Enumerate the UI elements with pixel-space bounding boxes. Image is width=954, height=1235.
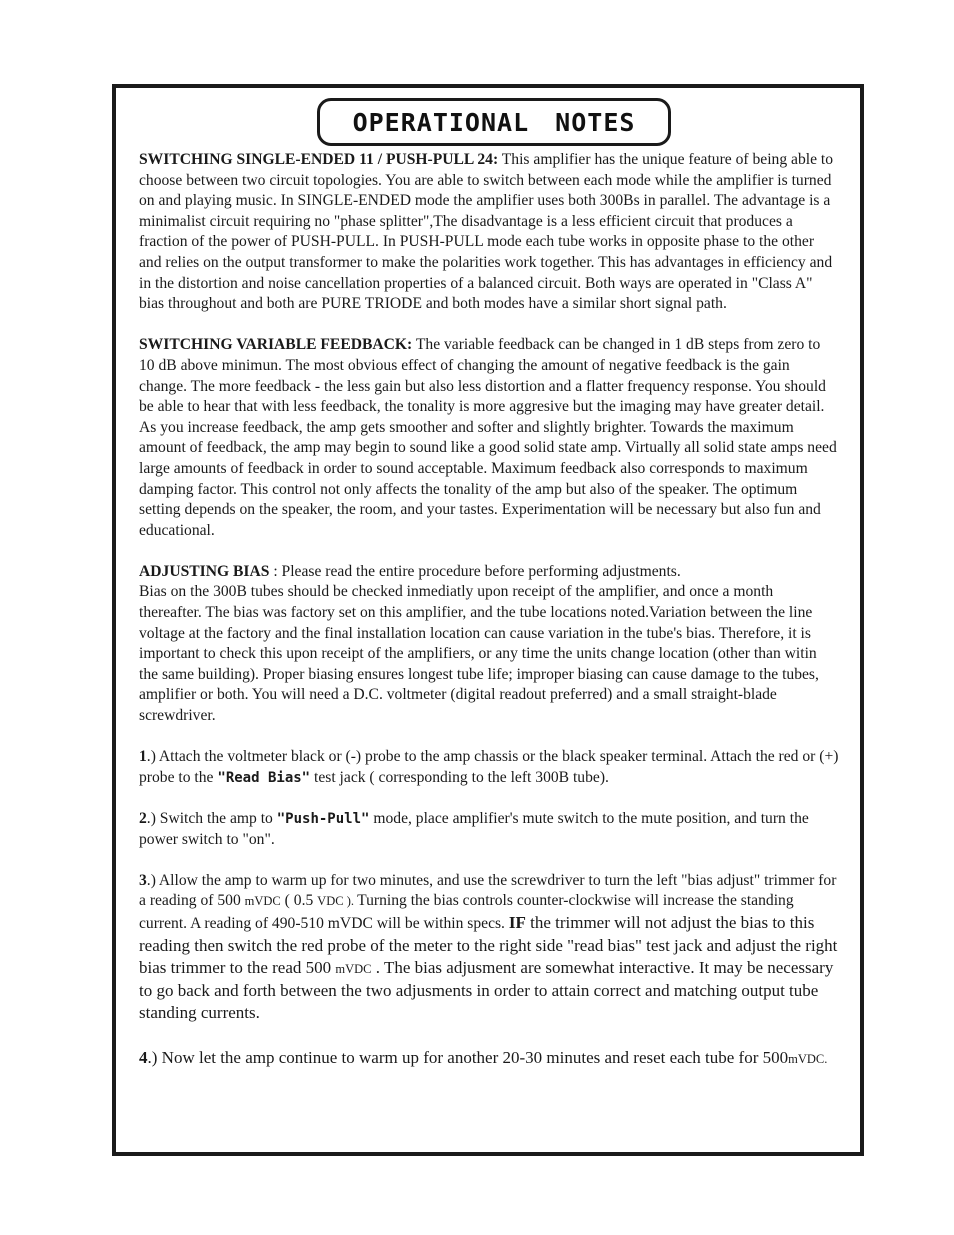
step-number: 2 xyxy=(139,810,147,827)
step-text: ). xyxy=(343,894,358,909)
section-body: The variable feedback can be changed in 1 dB steps from zero to 10 dB above minimun. The most obvious effect of changing the amount of negative feedback is the gain change. The more feedback - the less gain but also less distortion and a flatter frequency response. You should be able to hear that with less feedback, the tonality is more aggresive but the imaging may have greater detail. As you increase feedback, the amp gets smoother and softer and slightly brighter. Towards the maximum amount of feedback, the amp may begin to sound like a good solid state amp. Virtually all solid state amps need large amounts of feedback in order to sound acceptable. Maximum feedback also corresponds to maximum damping factor. This control not only affects the tonality of the amp but also of the speaker. The optimum setting depends on the speaker, the room, and your tastes. Experimentation will be necessary but also fun and educational. xyxy=(139,336,837,539)
step-text: test jack ( corresponding to the left 300B tube). xyxy=(310,768,609,786)
step-text: . The bias adjusment are somewhat interactive. It may be necessary to go back and forth between the two adjusments in order to attain correct and matching output tube standing currents. xyxy=(139,958,834,1023)
page-title: OPERATIONAL NOTES xyxy=(352,107,636,137)
section-intro: : Please read the entire procedure before performing adjustments. xyxy=(269,562,681,580)
step-number: 4 xyxy=(139,1047,148,1067)
notes-content xyxy=(139,150,839,1071)
section-variable-feedback xyxy=(139,335,839,541)
unit-text: mVDC xyxy=(335,962,372,977)
step-emphasis: "Push-Pull" xyxy=(276,811,370,827)
step-emphasis: IF xyxy=(508,912,526,932)
title-box xyxy=(317,98,671,146)
step-1 xyxy=(139,747,839,788)
page-frame xyxy=(112,84,864,1156)
section-label: SWITCHING VARIABLE FEEDBACK: xyxy=(139,336,413,354)
step-number: 3 xyxy=(139,871,147,889)
step-2 xyxy=(139,809,839,850)
section-adjusting-bias xyxy=(139,562,839,583)
step-text: Turning the bias controls counter-clockwise will increase the standing current. A reading of 490-510 mVDC will be within specs. xyxy=(139,892,794,932)
step-3 xyxy=(139,871,839,1025)
step-number: 1 xyxy=(139,748,147,766)
step-text: ( 0.5 xyxy=(280,892,318,910)
section-label: SWITCHING SINGLE-ENDED 11 / PUSH-PULL 24: xyxy=(139,151,499,168)
section-body: Bias on the 300B tubes should be checked inmediatly upon receipt of the amplifier, and once a month thereafter. The bias was factory set on this amplifier, and the tube locations noted.Variation between the line voltage at the factory and the final installation location can cause variation in the tube's bias. Therefore, it is important to check this upon receipt of the amplifiers, or any time the units change location (other than witin the same building). Proper biasing ensures longest tube life; improper biasing can cause damage to the tubes, amplifier or both. You will need a D.C. voltmeter (digital readout preferred) and a small straight-blade screwdriver. xyxy=(139,583,819,725)
step-text: .) Allow the amp to warm up for two minutes, and use the screwdriver to turn the left "bias adjust" trimmer for a reading of 500 xyxy=(139,871,837,910)
step-4 xyxy=(139,1047,839,1071)
step-emphasis: "Read Bias" xyxy=(217,769,311,786)
unit-text: VDC xyxy=(317,894,344,909)
unit-text: mVDC xyxy=(244,894,281,909)
section-single-ended-push-pull xyxy=(139,150,839,315)
section-body: This amplifier has the unique feature of being able to choose between two circuit topologies. You are able to switch between each mode while the amplifier is turned on and playing music. In SINGLE-ENDED mode the amplifier uses both 300Bs in parallel. The advantage is a minimalist circuit requiring no "phase splitter",The disadvantage is a less efficient circuit that produces a fraction of the power of PUSH-PULL. In PUSH-PULL mode each tube works in opposite phase to the other and relies on the output transformer to make the polarities work together. This has advantages in efficiency and in the distortion and noise cancellation properties of a balanced circuit. Both ways are operated in "Class A" bias throughout and both are PURE TRIODE and both modes have a similar short signal path. xyxy=(139,151,834,313)
step-text: .) Now let the amp continue to warm up for another 20-30 minutes and reset each tube for 500 xyxy=(147,1047,789,1067)
step-text: .) Attach the voltmeter black or (-) probe to the amp chassis or the black speaker terminal. Attach the red or (+) probe to the xyxy=(139,748,839,786)
section-label: ADJUSTING BIAS xyxy=(139,562,270,580)
step-text: .) Switch the amp to xyxy=(146,810,277,827)
step-text: mode, place amplifier's mute switch to the mute position, and turn the power switch to "on". xyxy=(139,810,809,848)
unit-text: mVDC. xyxy=(788,1051,828,1066)
step-text: the trimmer will not adjust the bias to this reading then switch the red probe of the meter to the right side "read bias" test jack and adjust the right bias trimmer to the read 500 xyxy=(139,912,838,978)
